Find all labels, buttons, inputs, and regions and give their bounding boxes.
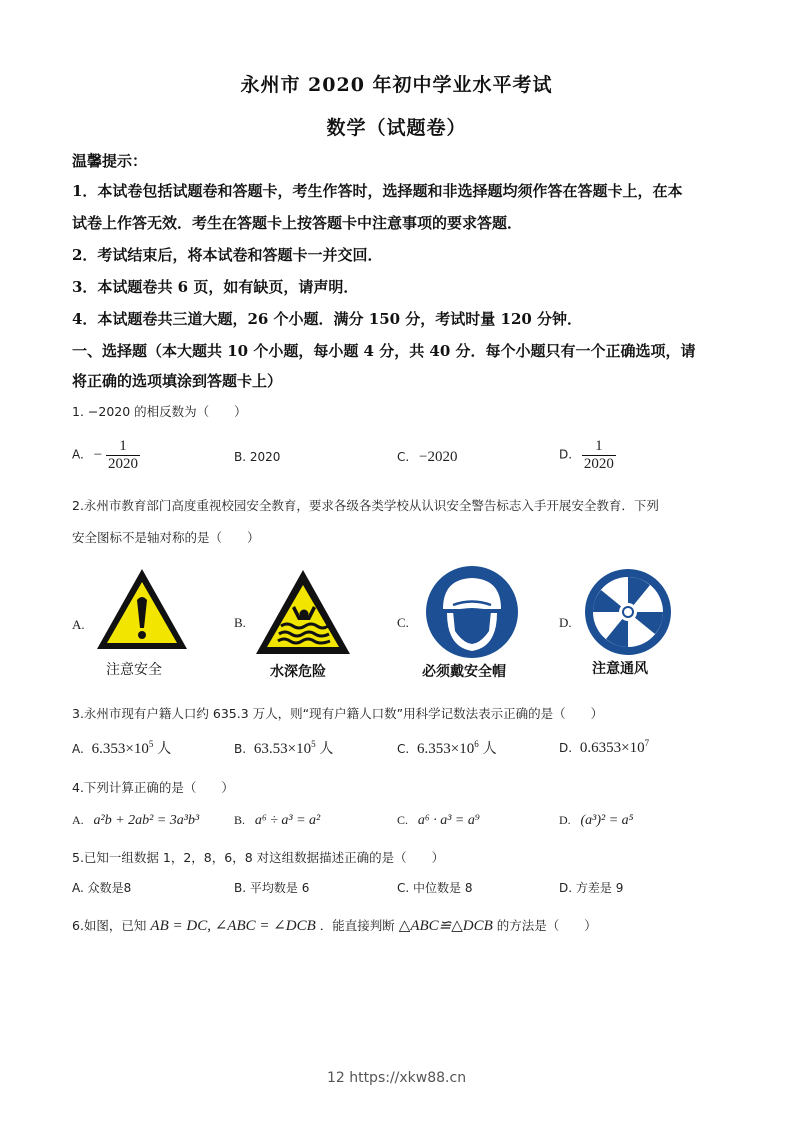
notice-heading: 温馨提示：	[72, 152, 148, 170]
q4-option-d: D. (a³)² = a⁵	[559, 813, 634, 828]
q2-option-a-caption: 注意安全	[106, 662, 162, 678]
question-4-stem: 4.下列计算正确的是（ ）	[72, 780, 234, 795]
q1-option-a: A. − $\frac{1}{2020}$	[72, 438, 138, 472]
q2-option-b-caption: 水深危险	[270, 664, 326, 680]
q2-option-b-label: B.	[234, 615, 246, 630]
exam-subtitle: 数学（试题卷）	[326, 117, 467, 139]
warning-exclamation-sign-icon	[94, 566, 190, 652]
q1-option-b: B. 2020	[234, 450, 281, 464]
notice-item-3: 3．本试题卷共 6 页，如有缺页，请声明．	[72, 278, 359, 296]
q5-option-a: A. 众数是8	[72, 881, 132, 895]
q5-option-d: D. 方差是 9	[559, 881, 624, 895]
q5-option-c: C. 中位数是 8	[397, 881, 473, 895]
deep-water-sign-icon	[254, 568, 352, 656]
q5-option-b: B. 平均数是 6	[234, 881, 310, 895]
fraction: $\frac{1}{2020}$	[583, 438, 614, 472]
q4-option-b: B. a⁶ ÷ a³ = a²	[234, 813, 321, 828]
q4-option-a: A. a²b + 2ab² = 3a³b³	[72, 813, 200, 828]
helmet-required-sign-icon	[425, 565, 519, 659]
notice-item-1b: 试卷上作答无效．考生在答题卡上按答题卡中注意事项的要求答题．	[72, 214, 523, 232]
question-1-stem: 1. −2020 的相反数为（ ）	[72, 404, 247, 419]
notice-item-4: 4．本试题卷共三道大题，26 个小题．满分 150 分，考试时量 120 分钟．	[72, 310, 583, 328]
q4-option-c: C. a⁶ · a³ = a⁹	[397, 813, 480, 828]
question-2-stem-line2: 安全图标不是轴对称的是（ ）	[72, 530, 260, 545]
ventilation-fan-sign-icon	[584, 568, 672, 656]
q2-option-a-label: A.	[72, 617, 85, 632]
section-heading-line1: 一、选择题（本大题共 10 个小题，每小题 4 分，共 40 分．每个小题只有一个正确选项，请	[72, 342, 696, 360]
question-5-stem: 5.已知一组数据 1，2，8，6，8 对这组数据描述正确的是（ ）	[72, 850, 445, 865]
q1-option-d: D. $\frac{1}{2020}$	[559, 438, 614, 472]
q2-option-d-caption: 注意通风	[592, 661, 648, 677]
exam-title: 永州市 2020 年初中学业水平考试	[240, 74, 553, 96]
q3-option-a: A. $6.353\times 10^5$ 人	[72, 739, 172, 757]
section-heading-line2: 将正确的选项填涂到答题卡上）	[72, 372, 283, 390]
q2-option-c-caption: 必须戴安全帽	[422, 664, 506, 680]
question-6-stem: 6.如图，已知 AB = DC, ∠ABC = ∠DCB ．能直接判断 △ABC≌△DCB 的方法是（ ）	[72, 918, 597, 934]
fraction: $\frac{1}{2020}$	[107, 438, 138, 472]
q3-option-c: C. $6.353\times 10^6$ 人	[397, 739, 497, 757]
page-footer: 12 https://xkw88.cn	[326, 1070, 467, 1086]
q1-option-c: C. −2020	[397, 449, 458, 465]
q2-option-c-label: C.	[397, 615, 409, 630]
notice-item-1a: 1．本试卷包括试题卷和答题卡，考生作答时，选择题和非选择题均须作答在答题卡上，在本	[72, 182, 683, 200]
question-3-stem: 3.永州市现有户籍人口约 635.3 万人，则“现有户籍人口数”用科学记数法表示正确的是（ ）	[72, 706, 604, 721]
q3-option-b: B. $63.53\times 10^5$ 人	[234, 739, 334, 757]
q2-option-d-label: D.	[559, 615, 572, 630]
question-2-stem-line1: 2.永州市教育部门高度重视校园安全教育，要求各级各类学校从认识安全警告标志入手开展安全教育．下列	[72, 498, 659, 513]
q3-option-d: D. $0.6353\times 10^7$	[559, 738, 650, 756]
notice-item-2: 2．考试结束后，将本试卷和答题卡一并交回．	[72, 246, 383, 264]
